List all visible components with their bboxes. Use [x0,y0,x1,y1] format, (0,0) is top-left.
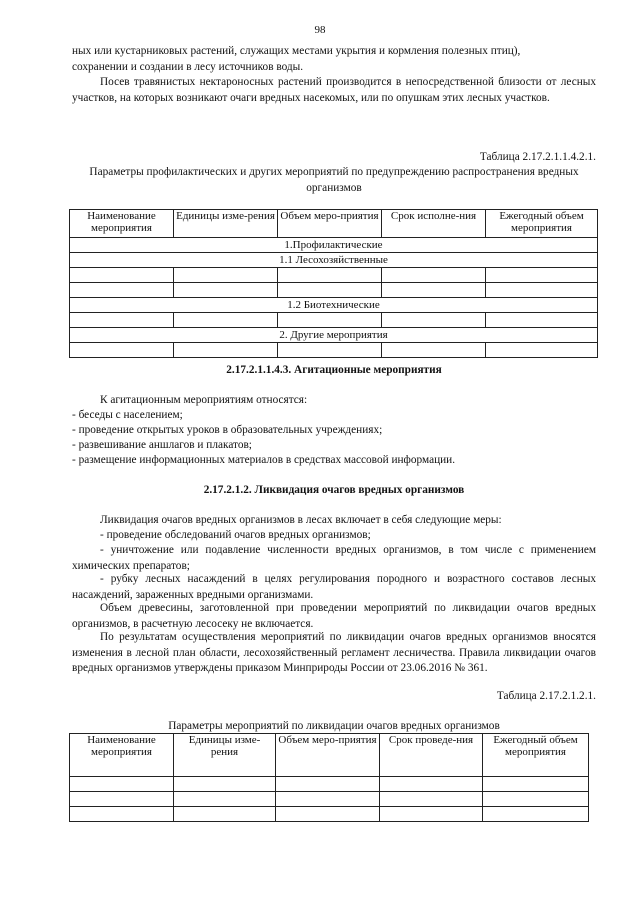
intro-paragraph-1 [72,44,596,75]
agit-item-1: - беседы с населением; [72,409,183,421]
table-row [70,268,598,283]
table2-caption: Параметры мероприятий по ликвидации очагов вредных организмов [168,720,500,732]
table-row [70,343,598,358]
agit-item-3: - развешивание аншлагов и плакатов; [72,439,252,451]
agit-item-2: - проведение открытых уроков в образовательных учреждениях; [72,424,383,436]
table1-header-units: Единицы изме-рения [174,210,278,238]
liq-p2: - проведение обследований очагов вредных организмов; [100,529,371,541]
liq-p5: Объем древесины, заготовленной при проведении мероприятий по ликвидации очагов вредных организмов, в расчетную лесосеку не включается. [72,602,596,630]
table-row [70,283,598,298]
table2-header-term: Срок проведе-ния [380,734,483,777]
agit-heading: 2.17.2.1.1.4.3. Агитационные мероприятия [226,364,442,376]
liq-p6: По результатам осуществления мероприятий по ликвидации очагов вредных организмов вносятся изменения в лесной план области, лесохозяйственный регламент лесничества. Правила ликвидации очагов вредных организмов утверждены приказом Минприроды России от 23.06.2016 № 361. [72,631,596,674]
table-row [70,807,589,822]
agit-intro: К агитационным мероприятиям относятся: [100,394,308,406]
table1-section-prophylactic: 1.Профилактические [70,238,598,253]
table1-section-other: 2. Другие мероприятия [70,328,598,343]
table1-header-annual: Ежегодный объем мероприятия [486,210,598,238]
table-row [70,313,598,328]
intro-paragraph-2: Посев травянистых нектароносных растений производится в непосредственной близости от лесных участков, на которых возникают очаги вредных насекомых, или по опушкам этих лесных участков. [72,76,596,104]
table2-header-name: Наименование мероприятия [70,734,174,777]
table2-header-units: Единицы изме-рения [174,734,276,777]
page-number: 98 [314,24,326,36]
table-row [70,777,589,792]
table2-number: Таблица 2.17.2.1.2.1. [496,690,596,702]
table1-header-row [70,210,598,238]
table-row [70,792,589,807]
table1-number: Таблица 2.17.2.1.1.4.2.1. [479,151,596,163]
liq-heading: 2.17.2.1.2. Ликвидация очагов вредных организмов [203,484,465,496]
intro-line-2: сохранении и создании в лесу источников воды. [72,60,304,73]
liq-p4: - рубку лесных насаждений в целях регулирования породного и возрастного составов лесных насаждений, зараженных вредными организмами. [72,573,596,601]
table2-header-volume: Объем меро-приятия [276,734,380,777]
table2-header-annual: Ежегодный объем мероприятия [483,734,589,777]
table1-header-name: Наименование мероприятия [70,210,174,238]
table2-header-row [70,734,589,777]
table1-caption: Параметры профилактических и других мероприятий по предупреждению распространения вредных организмов [89,166,579,194]
agit-item-4: - размещение информационных материалов в средствах массовой информации. [72,454,456,466]
table1-header-term: Срок исполне-ния [382,210,486,238]
table1-header-volume: Объем меро-приятия [278,210,382,238]
intro-line-1: ных или кустарниковых растений, служащих местами укрытия и кормления полезных птиц), [72,45,521,57]
table1-section-forestry: 1.1 Лесохозяйственные [70,253,598,268]
liq-p1: Ликвидация очагов вредных организмов в лесах включает в себя следующие меры: [100,514,502,526]
liq-p3: - уничтожение или подавление численности вредных организмов, в том числе с применением химических препаратов; [72,544,596,572]
table1-section-biotech: 1.2 Биотехнические [70,298,598,313]
table1 [69,209,598,358]
table2 [69,733,589,822]
